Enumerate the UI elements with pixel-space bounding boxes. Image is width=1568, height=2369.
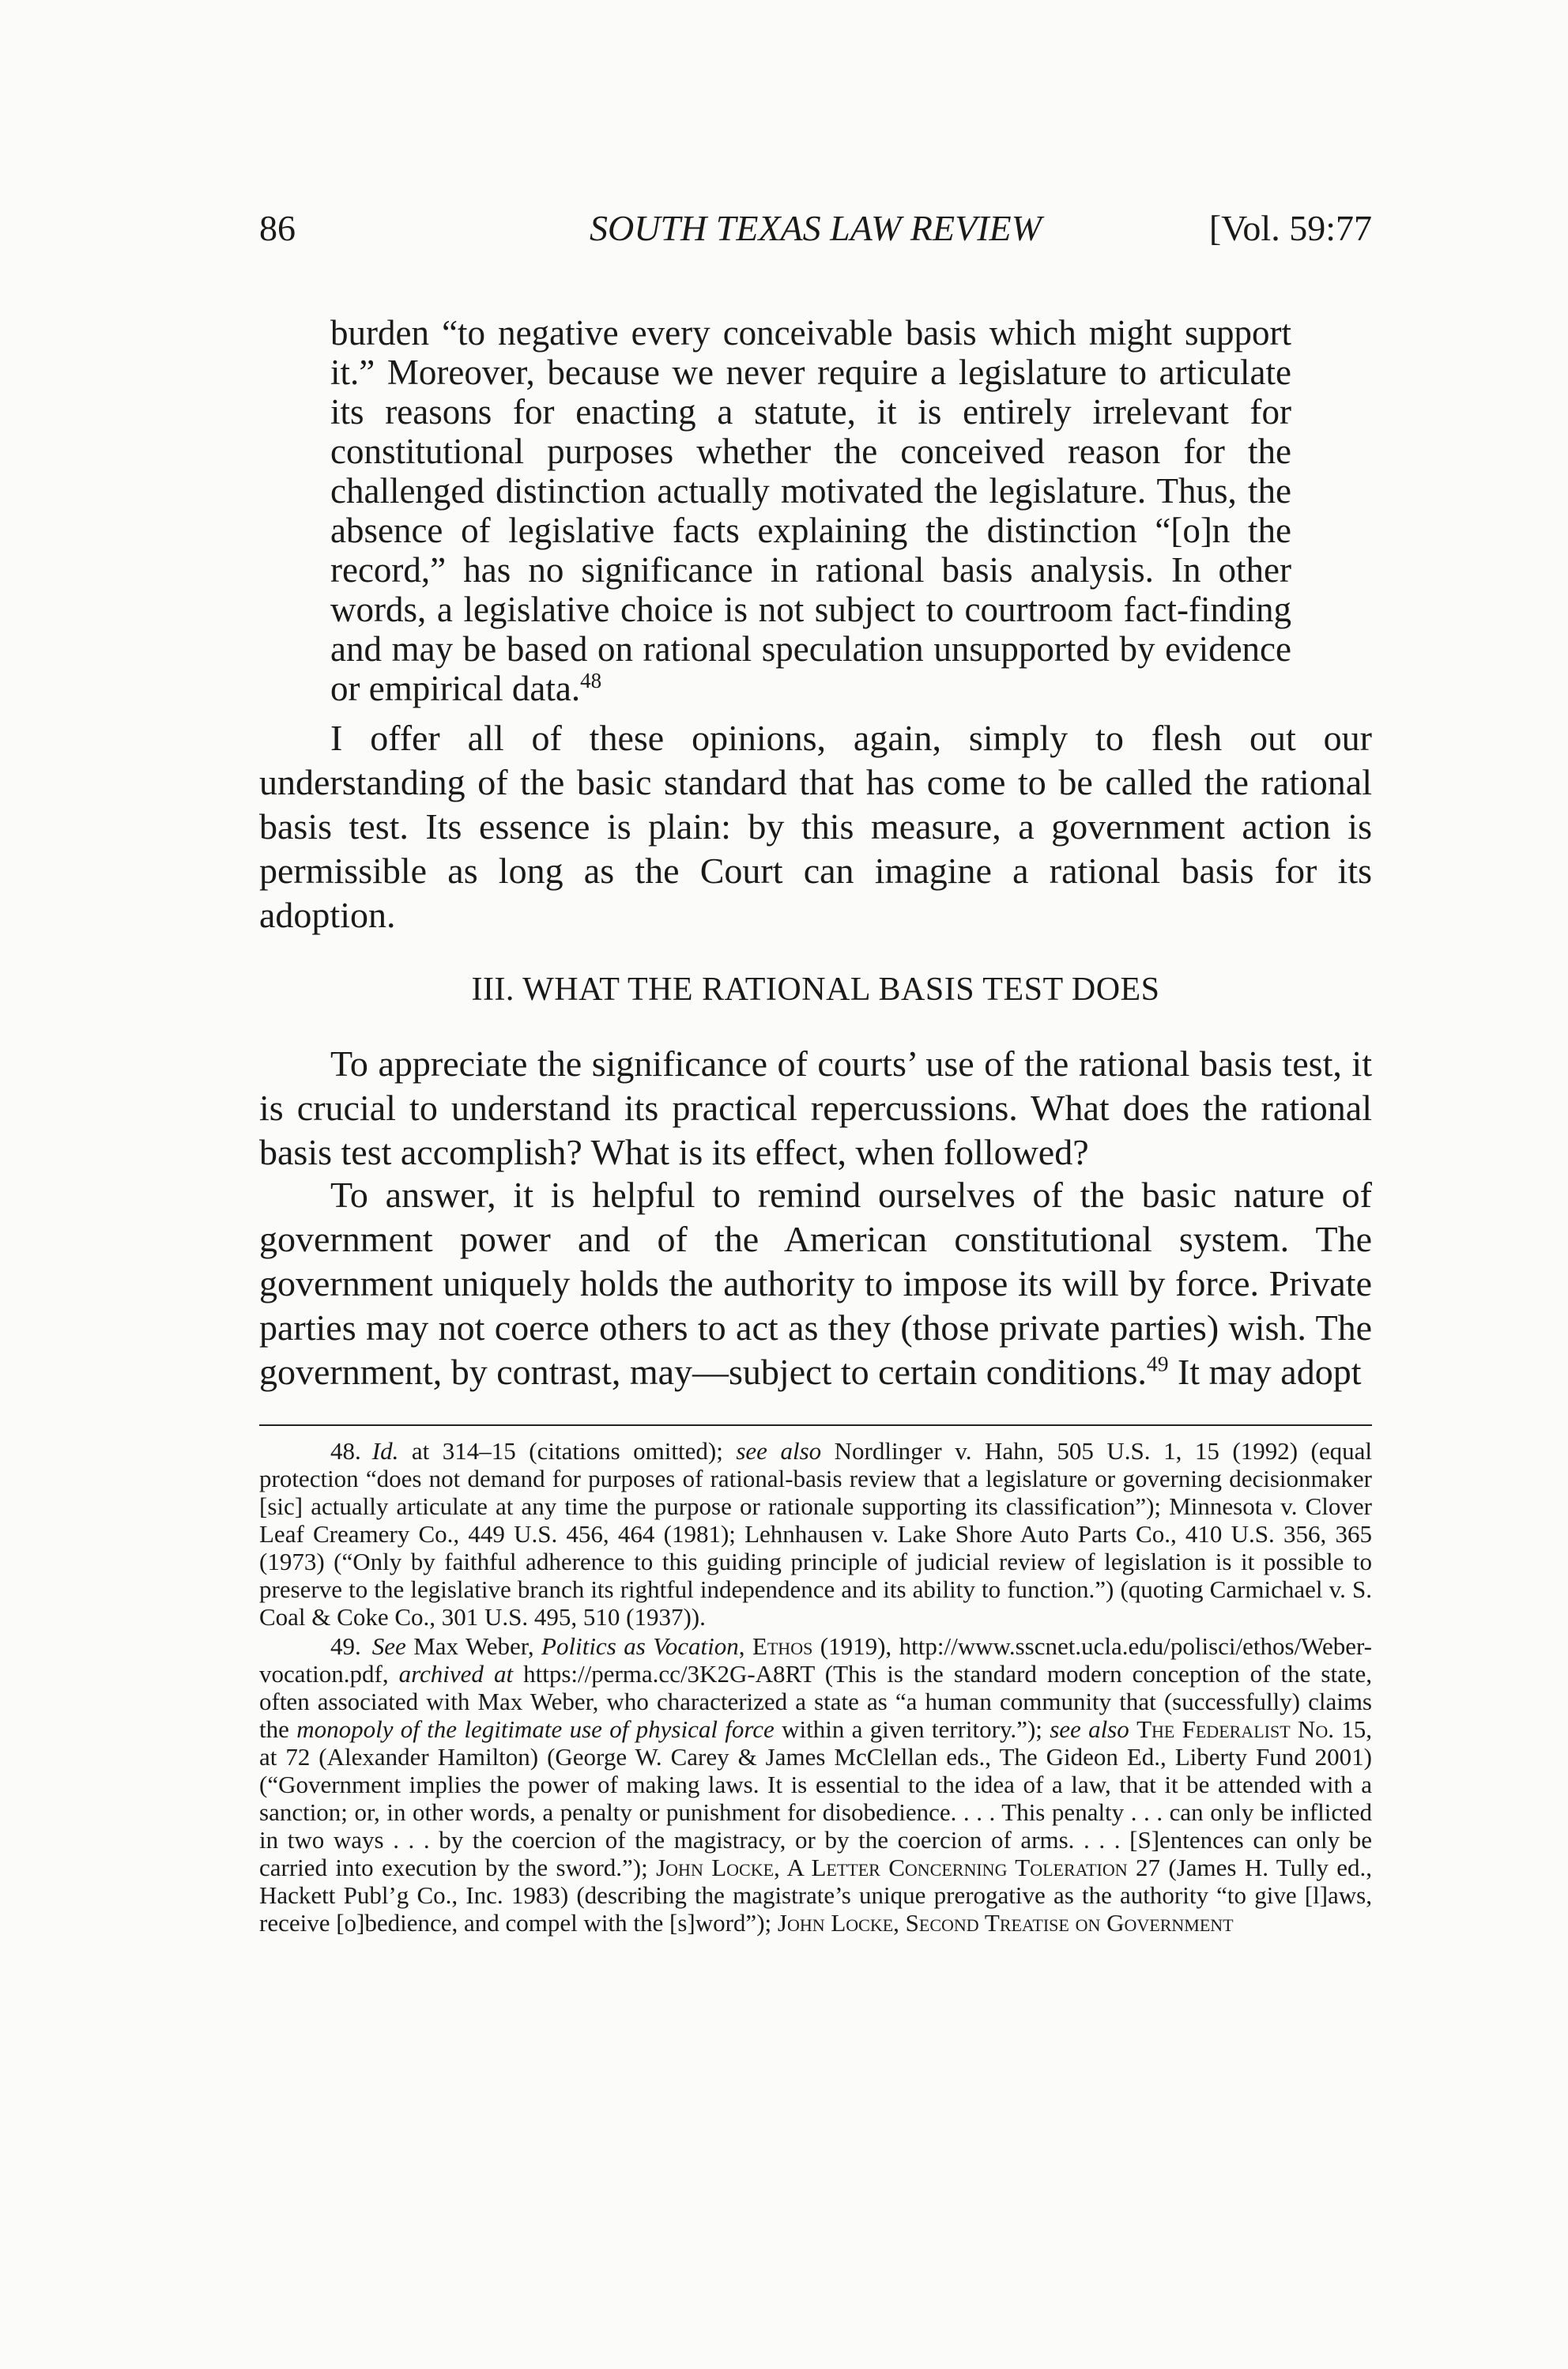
footnote-49 <box>259 1632 1372 1937</box>
footnote-text-segment: see also <box>1050 1715 1129 1743</box>
footnote-text-segment: monopoly of the legitimate use of physical force <box>296 1715 775 1743</box>
volume-citation: [Vol. 59:77 <box>1208 208 1372 248</box>
footnote-text-segment: at 314–15 (citations omitted); <box>398 1437 737 1465</box>
page-number: 86 <box>259 208 296 248</box>
running-header <box>259 207 1372 255</box>
paragraph-1: I offer all of these opinions, again, simply to flesh out our understanding of the basic standard that has come to be called the rational basis test. Its essence is plain: by this measure, a government action is permissible as long as the Court can imagine a rational basis for its adoption. <box>259 718 1372 935</box>
block-quote-text: burden “to negative every conceivable basis which might support it.” Moreover, because we never require a legislature to articulate its reasons for enacting a statute, it is entirely irrelevant for constitutional purposes whether the conceived reason for the challenged distinction actually motivated the legislature. Thus, the absence of legislative facts explaining the distinction “[o]n the record,” has no significance in rational basis analysis. In other words, a legislative choice is not subject to courtroom fact-finding and may be based on rational speculation unsupported by evidence or empirical data. <box>330 313 1291 708</box>
paragraph-2: To appreciate the significance of courts’ use of the rational basis test, it is crucial to understand its practical repercussions. What does the rational basis test accomplish? What is its effect, when followed? <box>259 1043 1372 1172</box>
footnote-text-segment: The Federalist No. <box>1136 1715 1334 1743</box>
footnote-text-segment: Id. <box>371 1437 399 1465</box>
footnote-text-segment: John Locke, Second Treatise on Government <box>777 1909 1234 1937</box>
footnote-text-segment: Politics as Vocation <box>541 1632 739 1660</box>
footnote-ref-49[interactable]: 49 <box>1146 1351 1169 1376</box>
footnote-number: 48. <box>330 1437 361 1465</box>
block-quote <box>330 313 1291 708</box>
footnote-48 <box>259 1437 1372 1631</box>
footnote-text-segment: (1919), http://www.sscnet.ucla.edu/polisci/ethos/Weber-vocation.pdf, <box>259 1632 1373 1688</box>
footnote-number: 49. <box>330 1632 361 1660</box>
footnote-text-segment: see also <box>736 1437 822 1465</box>
footnote-text-segment: 15, at 72 (Alexander Hamilton) (George W. Carey & James McClellan eds., The Gideon Ed., Liberty Fund 2001) (“Government implies the power of making laws. It is essential to the idea of a law, that it be attended with a sanction; or, in other words, a penalty or punishment for disobedience. . . . This penalty . . . can only be inflicted in two ways . . . by the coercion of the magistracy, or by the coercion of arms. . . . [S]entences can only be carried into execution by the sword.”); <box>259 1715 1373 1881</box>
section-heading: III. WHAT THE RATIONAL BASIS TEST DOES <box>471 971 1160 1008</box>
footnote-text-segment: John Locke, A Letter Concerning Toleration <box>656 1854 1128 1881</box>
footnote-text-segment: within a given territory.”); <box>774 1715 1050 1743</box>
footnote-text-segment: Nordlinger v. Hahn, 505 U.S. 1, 15 (1992) (equal protection “does not demand for purposes of rational-basis review that a legislature or governing decisionmaker [sic] actually articulate at any time the purpose or rationale supporting its classification”); Minnesota v. Clover Leaf Creamery Co., 449 U.S. 456, 464 (1981); Lehnhausen v. Lake Shore Auto Parts Co., 410 U.S. 356, 365 (1973) (“Only by faithful adherence to this guiding principle of judicial review of legislation is it possible to preserve to the legislative branch its rightful independence and its ability to function.”) (quoting Carmichael v. S. Coal & Coke Co., 301 U.S. 495, 510 (1937)). <box>259 1437 1372 1631</box>
footnote-text-segment: Ethos <box>752 1632 813 1660</box>
paragraph-3-text: To answer, it is helpful to remind ourselves of the basic nature of government power and of the American constitutional system. The government uniquely holds the authority to impose its will by force. Private parties may not coerce others to act as they (those private parties) wish. The government, by contrast, may—subject to certain conditions. <box>259 1175 1372 1392</box>
footnote-divider <box>259 1424 1372 1426</box>
footnote-text-segment: https://perma.cc/3K2G-A8RT (This is the standard modern conception of the state, often associated with Max Weber, who characterized a state as “a human community that (successfully) claims the <box>259 1660 1372 1743</box>
paragraph-3-tail: It may adopt <box>1168 1352 1362 1392</box>
footnote-text-segment: , <box>738 1632 752 1660</box>
footnote-text-segment: archived at <box>398 1660 514 1688</box>
footnote-text-segment: See <box>371 1632 406 1660</box>
footnote-ref-48[interactable]: 48 <box>580 669 602 692</box>
footnotes-section <box>259 1437 1372 1938</box>
journal-title: SOUTH TEXAS LAW REVIEW <box>590 208 1042 248</box>
footnote-text-segment: Max Weber, <box>405 1632 542 1660</box>
footnote-text-segment <box>1129 1715 1136 1743</box>
paragraph-3 <box>259 1173 1372 1394</box>
footnote-text-segment: 27 (James H. Tully ed., Hackett Publ’g Co., Inc. 1983) (describing the magistrate’s unique prerogative as the authority “to give [l]aws, receive [o]bedience, and compel with the [s]word”); <box>259 1854 1372 1937</box>
